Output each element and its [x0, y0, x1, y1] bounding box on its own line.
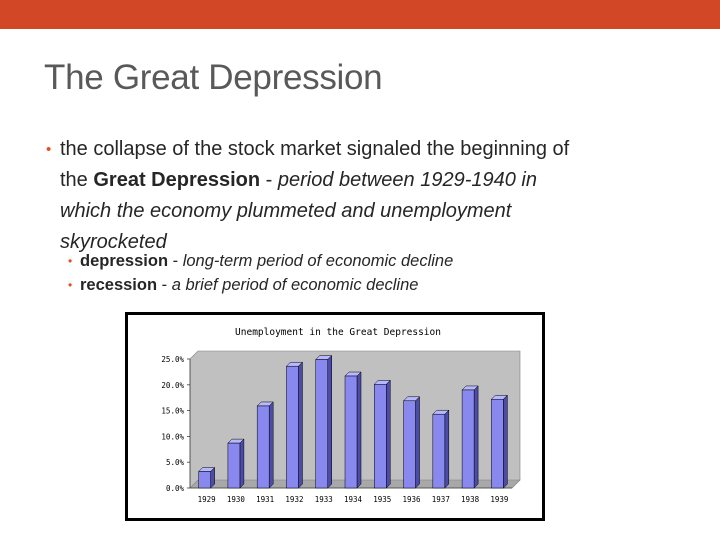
x-tick-label: 1936: [402, 495, 421, 504]
y-tick-label: 5.0%: [165, 458, 184, 468]
bar-1937: [433, 414, 445, 488]
y-tick-label: 0.0%: [165, 484, 184, 493]
bullet-text: [60, 134, 690, 258]
bar-side: [269, 402, 273, 488]
definition-depression: long-term period of economic decline: [182, 252, 454, 270]
x-tick-label: 1933: [314, 495, 333, 504]
bar-side: [416, 397, 420, 488]
definition-recession: a brief period of economic decline: [171, 276, 419, 294]
bullet-dot: •: [46, 141, 52, 158]
y-tick-label: 20.0%: [161, 380, 184, 390]
sub-bullet-dot: •: [68, 254, 73, 268]
bar-1935: [374, 384, 386, 488]
sub-bullet-sep: -: [157, 276, 172, 294]
x-tick-label: 1937: [431, 495, 450, 504]
y-tick-label: 15.0%: [161, 406, 184, 416]
term-recession: recession: [80, 276, 158, 294]
chart-title: Unemployment in the Great Depression: [235, 327, 441, 338]
bullet-line-2-prefix: the: [60, 169, 94, 191]
bar-side: [298, 362, 302, 488]
x-tick-label: 1939: [490, 495, 509, 504]
bar-1933: [316, 360, 328, 488]
slide-title: The Great Depression: [44, 58, 383, 97]
term-depression: depression: [80, 252, 169, 270]
x-tick-label: 1935: [373, 495, 392, 504]
x-tick-label: 1938: [461, 495, 480, 504]
top-accent-bar: [0, 0, 720, 29]
bar-1932: [286, 366, 298, 488]
bar-1930: [228, 443, 240, 488]
x-tick-label: 1929: [197, 495, 216, 504]
bullet-line-2-sep: -: [260, 169, 278, 191]
chart-svg: [128, 315, 542, 518]
term-great-depression: Great Depression: [93, 169, 261, 191]
sub-bullet-sep: -: [168, 252, 183, 270]
unemployment-chart: [125, 312, 545, 521]
sub-bullet-dot: •: [68, 278, 73, 292]
bullet-line-3: which the economy plummeted and unemployment: [60, 200, 512, 222]
bar-1931: [257, 406, 269, 488]
sub-bullet-text: [80, 273, 418, 297]
bar-side: [386, 380, 390, 488]
bar-1929: [199, 471, 211, 488]
bar-side: [357, 372, 361, 488]
bullet-line-4: skyrocketed: [60, 231, 167, 253]
bar-side: [503, 395, 507, 488]
bullet-line-1: the collapse of the stock market signaled the beginning of: [60, 138, 570, 160]
x-tick-label: 1930: [226, 495, 245, 504]
bar-side: [474, 386, 478, 488]
y-tick-label: 10.0%: [161, 432, 184, 442]
x-tick-label: 1932: [285, 495, 304, 504]
x-tick-label: 1931: [256, 495, 275, 504]
bar-side: [328, 356, 332, 488]
bar-1934: [345, 376, 357, 488]
y-tick-label: 25.0%: [161, 355, 184, 364]
bullet-line-2-definition: period between 1929-1940 in: [277, 169, 537, 191]
bar-side: [240, 439, 244, 488]
sub-bullet-text: [80, 249, 453, 273]
bar-1938: [462, 390, 474, 488]
bar-1939: [491, 399, 503, 488]
bar-1936: [404, 401, 416, 488]
x-tick-label: 1934: [343, 495, 363, 504]
bar-side: [445, 410, 449, 488]
bullet-line-2: [60, 165, 690, 196]
